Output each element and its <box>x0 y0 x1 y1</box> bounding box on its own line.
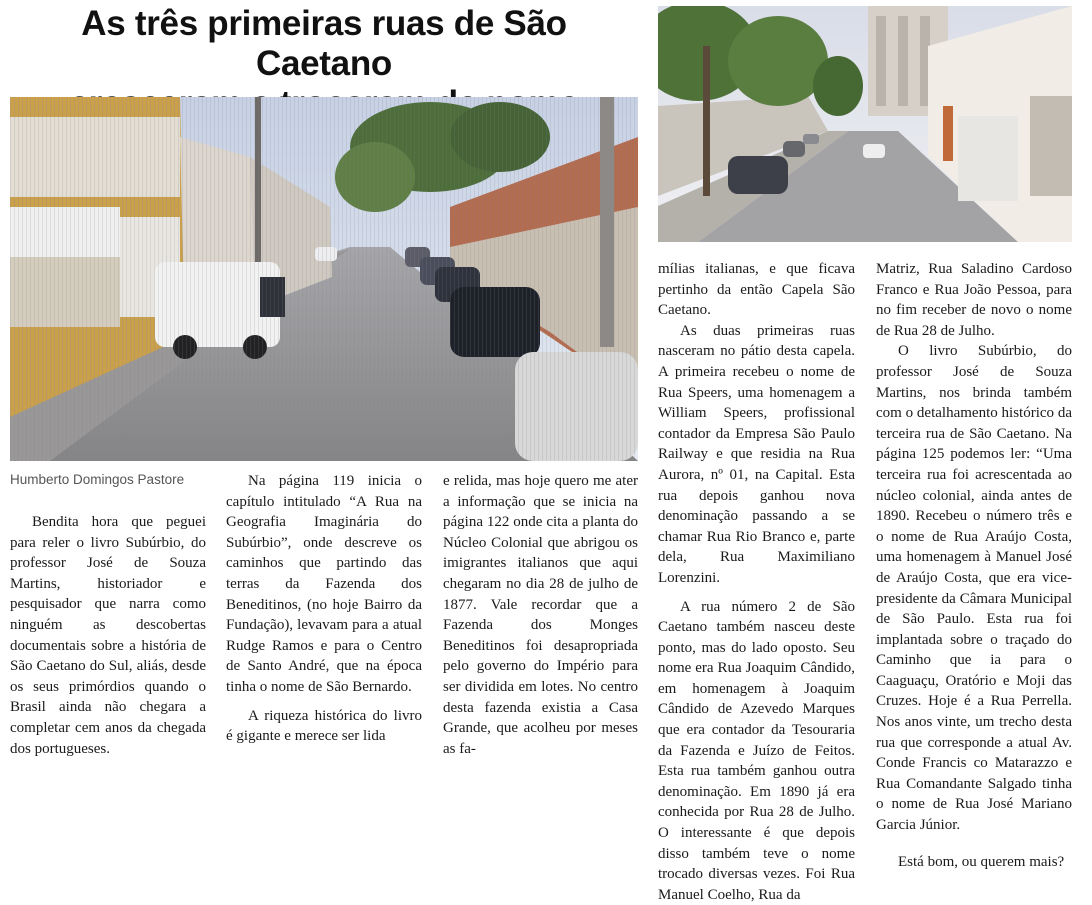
side-street-photo <box>658 6 1072 242</box>
article-column-5 <box>876 259 1072 872</box>
paragraph: A rua número 2 de São Caetano também nasceu deste ponto, mas do lado oposto. Seu nome era Rua Joaquim Cândido, em homenagem à Joaquim Cândido de Azevedo Marques que era contador da Tesouraria da Fazenda e Juízo de Feitos. Esta rua também ganhou outra denominação. Em 1890 já era conhecida por Rua 28 de Julho. O interessante é que depois disso também teve o nome trocado diversas vezes. Foi Rua Manuel Coelho, Rua da <box>658 597 855 905</box>
article-column-2 <box>226 471 422 747</box>
headline-line-1: As três primeiras ruas de São Caetano <box>10 4 638 84</box>
paragraph: O livro Subúrbio, do professor José de Souza Martins, nos brinda também com o detalhamento histórico da terceira rua de São Caetano. Na página 125 podemos ler: “Uma terceira rua foi acrescentada ao núcleo colonial, ainda antes de 1890. Recebeu o número três e o nome de Rua Araújo Costa, uma homenagem à Manuel José de Araújo Costa, que era vice-presidente da Câmara Municipal de São Paulo. Esta rua foi implantada sobre o traçado do Caminho que ia para o Caaguaçu, Oratório e Moji das Cruzes. Hoje é a Rua Perrella. Nos anos vinte, um trecho desta rua que corresponde a atual Av. Conde Francis co Matarazzo e Rua Comandante Salgado tinha o nome de Rua José Mariano Garcia Júnior. <box>876 341 1072 835</box>
paragraph: Na página 119 inicia o capítulo intitulado “A Rua na Geografia Imaginária do Subúrbio”, onde descreve os caminhos que partindo das terras da Fazenda dos Beneditinos, (no hoje Bairro da Fundação), levavam para a atual Rudge Ramos e para o Centro de Santo André, que na época tinha o nome de São Bernardo. <box>226 471 422 698</box>
article-column-1 <box>10 512 206 759</box>
paragraph: Bendita hora que peguei para reler o livro Subúrbio, do professor José de Souza Martins, historiador e pesquisador que narra como ninguém as descobertas documentais sobre a história de São Caetano do Sul, aliás, desde os seus primórdios quando o Brasil ainda não chegara a completar cem anos da chegada dos portugueses. <box>10 512 206 759</box>
paragraph: e relida, mas hoje quero me ater a informação que se inicia na página 122 onde cita a planta do Núcleo Colonial que abrigou os imigrantes italianos que aqui chegaram no dia 28 de julho de 1877. Vale recordar que a Fazenda dos Monges Beneditinos foi desapropriada pelo governo do Império para ser dividida em lotes. No centro desta fazenda existia a Casa Grande, que acolheu por meses as fa- <box>443 471 638 759</box>
article-column-3 <box>443 471 638 759</box>
paragraph: mílias italianas, e que ficava pertinho da então Capela São Caetano. <box>658 259 855 321</box>
paragraph: Matriz, Rua Saladino Cardoso Franco e Rua João Pessoa, para no fim receber de novo o nome de Rua 28 de Julho. <box>876 259 1072 341</box>
article-column-4 <box>658 259 855 905</box>
paragraph: A riqueza histórica do livro é gigante e merece ser lida <box>226 706 422 747</box>
main-street-photo <box>10 97 638 461</box>
closing-line: Está bom, ou querem mais? <box>876 852 1072 873</box>
photo-credit: Humberto Domingos Pastore <box>10 472 230 487</box>
paragraph: As duas primeiras ruas nasceram no pátio desta capela. A primeira recebeu o nome de Rua Speers, uma homenagem a William Speers, profissional contador da Empresa São Paulo Railway e que residia na Rua Aurora, nº 01, na Capital. Esta rua depois ganhou nova denominação passando a se chamar Rua Rio Branco e, parte dela, Rua Maximiliano Lorenzini. <box>658 321 855 589</box>
